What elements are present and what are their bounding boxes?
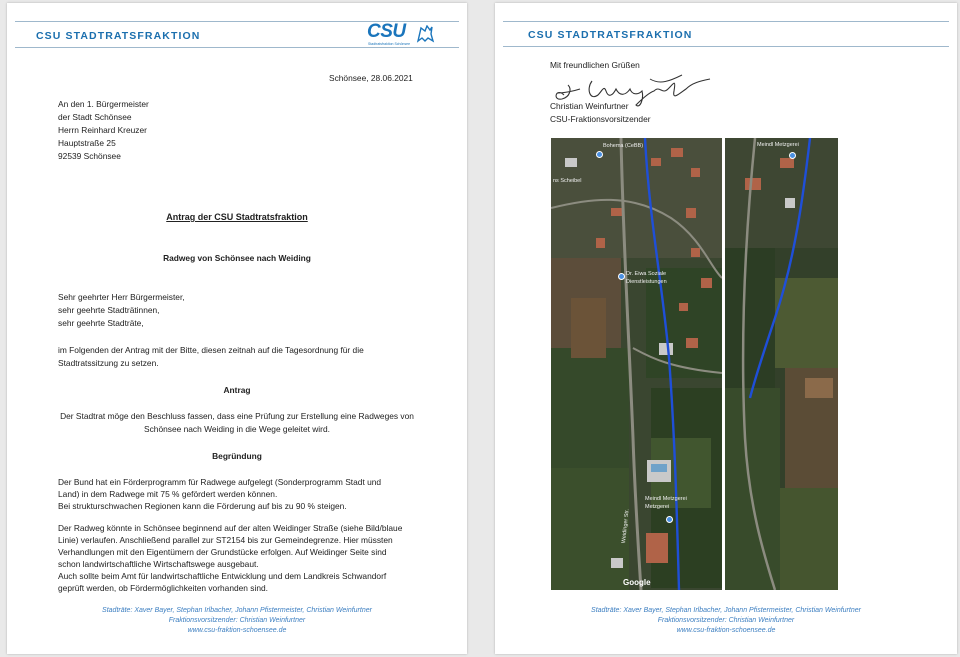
- letter-subtitle: Radweg von Schönsee nach Weiding: [163, 253, 311, 263]
- map-label: Metzgerei: [645, 504, 670, 510]
- address-line: der Stadt Schönsee: [58, 112, 132, 122]
- footer-website[interactable]: www.csu-fraktion-schoensee.de: [187, 627, 287, 634]
- begruendung-line: geprüft werden, ob Fördermöglichkeiten vorhanden sind.: [58, 583, 268, 593]
- map-pin-icon[interactable]: [666, 516, 673, 523]
- letter-date: Schönsee, 28.06.2021: [329, 73, 413, 83]
- address-line: Hauptstraße 25: [58, 138, 116, 148]
- map-label: Meindl Metzgerei: [757, 142, 799, 148]
- map-label: Meindl Metzgerei: [645, 496, 687, 502]
- intro-line: Stadtratssitzung zu setzen.: [58, 358, 159, 368]
- letter-page-1: [7, 3, 467, 654]
- csu-logo: [367, 23, 439, 49]
- antrag-heading: Antrag: [223, 385, 251, 395]
- footer: [7, 606, 467, 636]
- map-attribution: Google: [623, 578, 651, 587]
- map-label: Bohema (CeBB): [603, 143, 644, 149]
- header-rule-bottom: [503, 46, 949, 47]
- antrag-text-line: Der Stadtrat möge den Beschluss fassen, dass eine Prüfung zur Erstellung eine Radweges von: [60, 411, 414, 421]
- begruendung-line: Bei strukturschwachen Regionen kann die Förderung auf bis zu 90 % steigen.: [58, 501, 347, 511]
- address-line: An den 1. Bürgermeister: [58, 99, 149, 109]
- map-pin-icon[interactable]: [789, 152, 796, 159]
- intro-line: im Folgenden der Antrag mit der Bitte, diesen zeitnah auf die Tagesordnung für die: [58, 345, 364, 355]
- closing-greeting: Mit freundlichen Grüßen: [550, 60, 640, 70]
- footer-councillors: Stadträte: Xaver Bayer, Stephan Irlbacher, Johann Pfistermeister, Christian Weinfurtner: [102, 607, 372, 614]
- aerial-image-right: [725, 138, 838, 590]
- footer-chair: Fraktionsvorsitzender: Christian Weinfurtner: [168, 617, 306, 624]
- logo-text: CSU: [367, 21, 406, 42]
- footer-website[interactable]: www.csu-fraktion-schoensee.de: [676, 627, 776, 634]
- aerial-image-left: [551, 138, 722, 590]
- map-label: Dr. Eiwa Soziale: [626, 271, 667, 277]
- begruendung-heading: Begründung: [212, 451, 262, 461]
- begruendung-line: Der Bund hat ein Förderprogramm für Radwege aufgelegt (Sonderprogramm Stadt und: [58, 477, 382, 487]
- begruendung-line: Auch sollte beim Amt für landwirtschaftliche Entwicklung und dem Landkreis Schwandorf: [58, 571, 387, 581]
- letter-page-2: [495, 3, 957, 654]
- begruendung-line: schon landwirtschaftliche Wirtschaftswege ausgebaut.: [58, 559, 259, 569]
- letter-title: Antrag der CSU Stadtratsfraktion: [166, 212, 308, 222]
- closing-role: CSU-Fraktionsvorsitzender: [550, 114, 651, 124]
- salutation-line: sehr geehrte Stadträtinnen,: [58, 305, 160, 315]
- map-panel-left: [551, 138, 722, 590]
- footer-chair: Fraktionsvorsitzender: Christian Weinfurtner: [657, 617, 795, 624]
- map-pin-icon[interactable]: [596, 151, 603, 158]
- begruendung-line: Verhandlungen mit den Eigentümern der Grundstücke erfolgen. Auf Weidinger Seite sind: [58, 547, 387, 557]
- header-title: CSU STADTRATSFRAKTION: [36, 30, 201, 42]
- begruendung-line: Linie) verlaufen. Anschließend parallel zur ST2154 bis zur Gemeindegrenze. Hier müssten: [58, 535, 393, 545]
- map-label: ns Scheibel: [553, 178, 582, 184]
- begruendung-line: Land) in dem Radwege mit 75 % gefördert werden können.: [58, 489, 278, 499]
- salutation-line: Sehr geehrter Herr Bürgermeister,: [58, 292, 185, 302]
- footer: [495, 606, 957, 636]
- map-panel-right: [725, 138, 838, 590]
- map-label: Weidinger Str.: [621, 508, 631, 544]
- antrag-text-line: Schönsee nach Weiding in die Wege geleitet wird.: [144, 424, 330, 434]
- address-line: Herrn Reinhard Kreuzer: [58, 125, 147, 135]
- begruendung-line: Der Radweg könnte in Schönsee beginnend auf der alten Weidinger Straße (siehe Bild/blaue: [58, 523, 403, 533]
- closing-name: Christian Weinfurtner: [550, 101, 629, 111]
- lion-icon: [415, 25, 435, 43]
- salutation-line: sehr geehrte Stadträte,: [58, 318, 144, 328]
- map-label: Dienstleistungen: [626, 279, 667, 285]
- header-rule-top: [503, 21, 949, 22]
- logo-tagline: Stadtratsfraktion Schönsee: [368, 42, 411, 46]
- address-line: 92539 Schönsee: [58, 151, 121, 161]
- header-title: CSU STADTRATSFRAKTION: [528, 29, 693, 41]
- map-pin-icon[interactable]: [618, 273, 625, 280]
- footer-councillors: Stadträte: Xaver Bayer, Stephan Irlbacher, Johann Pfistermeister, Christian Weinfurtner: [591, 607, 861, 614]
